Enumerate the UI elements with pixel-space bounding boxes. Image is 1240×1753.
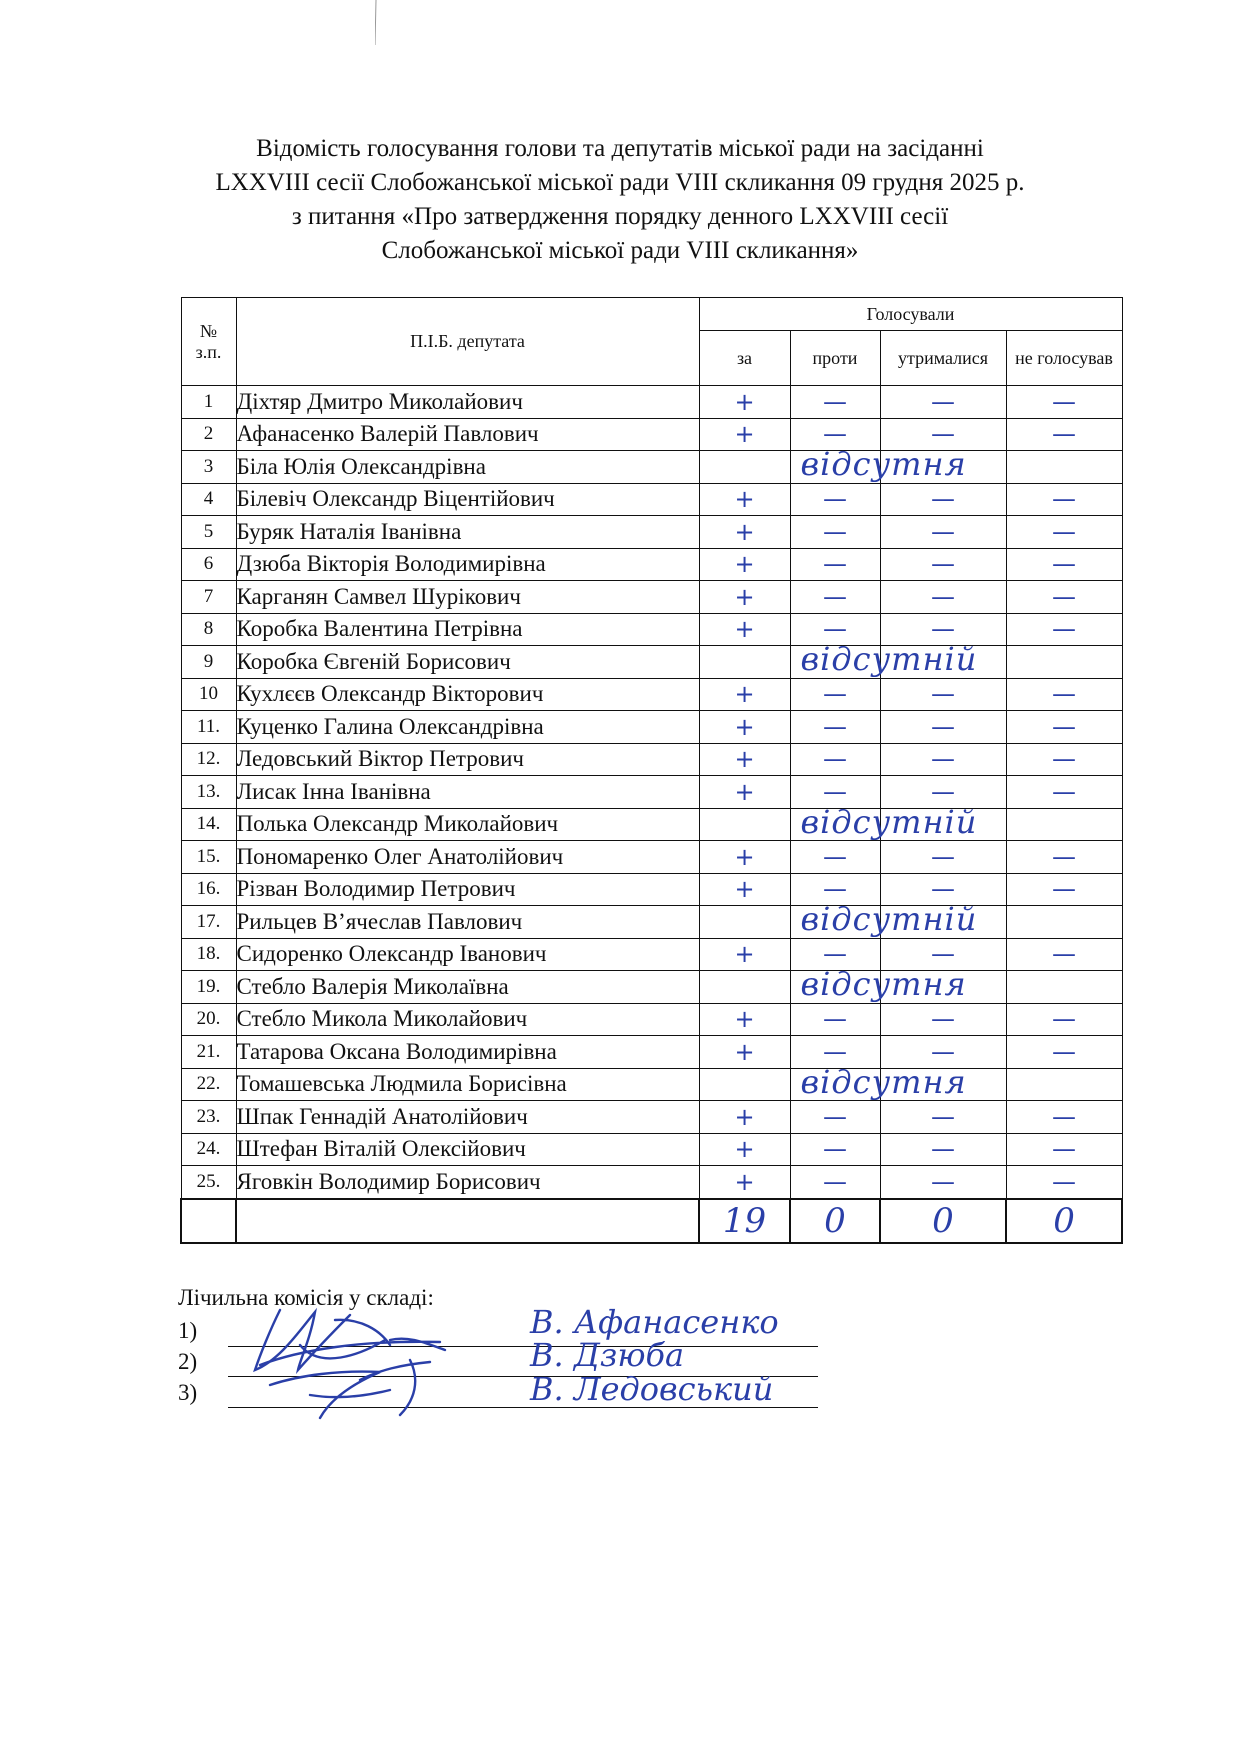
- vote-for-cell: [699, 711, 790, 744]
- dash-mark: —: [1052, 1102, 1077, 1131]
- row-num: 4: [181, 483, 236, 516]
- row-num: 21.: [181, 1036, 236, 1069]
- dash-mark: —: [823, 1037, 847, 1066]
- header-voted: Голосували: [699, 298, 1122, 331]
- dash-mark: —: [931, 1135, 955, 1164]
- row-num: 20.: [181, 1003, 236, 1036]
- deputy-name: Ледовський Віктор Петрович: [236, 743, 699, 776]
- dash-mark: —: [823, 875, 847, 904]
- table-row: [181, 743, 1122, 776]
- vote-for-cell: [699, 873, 790, 906]
- vote-abstain-cell: [880, 1003, 1006, 1036]
- table-row: [181, 711, 1122, 744]
- table-row: [181, 1166, 1122, 1199]
- deputy-name: Афанасенко Валерій Павлович: [236, 418, 699, 451]
- table-row: [181, 451, 1122, 484]
- dash-mark: —: [823, 1135, 847, 1164]
- vote-novote-cell: [1006, 1003, 1122, 1036]
- vote-against-cell: [790, 965, 967, 1004]
- table-row: [181, 613, 1122, 646]
- vote-against-cell: [790, 1062, 967, 1101]
- vote-against-cell: [790, 802, 978, 841]
- vote-for-cell: [699, 938, 790, 971]
- vote-against-cell: [790, 1003, 880, 1036]
- deputy-name: Рильцев В’ячеслав Павлович: [236, 906, 699, 939]
- total-abstain: 0: [932, 1200, 954, 1241]
- totals-num: [181, 1199, 236, 1243]
- vote-novote-cell: [1006, 613, 1122, 646]
- row-num: 3: [181, 451, 236, 484]
- dash-mark: —: [1052, 680, 1077, 709]
- deputy-name: Яговкін Володимир Борисович: [236, 1166, 699, 1199]
- vote-against-cell: [790, 900, 978, 939]
- dash-mark: —: [823, 1102, 847, 1131]
- vote-mark: +: [734, 1135, 755, 1164]
- row-num: 5: [181, 516, 236, 549]
- absent-mark: відсутня: [800, 445, 967, 483]
- dash-mark: —: [931, 550, 955, 579]
- vote-against-cell: [790, 483, 880, 516]
- table-row: [181, 1068, 1122, 1101]
- dash-mark: —: [1052, 842, 1077, 871]
- dash-mark: —: [823, 842, 847, 871]
- table-row: [181, 581, 1122, 614]
- dash-mark: —: [931, 615, 955, 644]
- deputy-name: Коробка Євгеній Борисович: [236, 646, 699, 679]
- vote-for-cell: [699, 581, 790, 614]
- dash-mark: —: [931, 1167, 955, 1196]
- vote-novote-cell: [1006, 646, 1122, 679]
- dash-mark: —: [931, 485, 955, 514]
- vote-abstain-cell: [880, 483, 1006, 516]
- document-title: [0, 132, 1240, 268]
- vote-for-cell: [699, 1133, 790, 1166]
- commission-member-name: В. Дзюба: [530, 1336, 685, 1374]
- vote-against-cell: [790, 841, 880, 874]
- deputy-name: Біла Юлія Олександрівна: [236, 451, 699, 484]
- vote-mark: +: [734, 615, 755, 644]
- title-line: з питання «Про затвердження порядку денного LXXVIII сесії: [291, 203, 949, 230]
- vote-for-cell: [699, 1003, 790, 1036]
- vote-for-cell: [699, 1166, 790, 1199]
- commission-member-name: В. Афанасенко: [530, 1303, 779, 1341]
- title-line: LXXVIII сесії Слобожанської міської ради VIII скликання 09 грудня 2025 р.: [215, 169, 1025, 196]
- dash-mark: —: [823, 615, 847, 644]
- dash-mark: —: [931, 1102, 955, 1131]
- row-num: 1: [181, 386, 236, 419]
- dash-mark: —: [931, 582, 955, 611]
- vote-against-cell: [790, 445, 967, 484]
- vote-for-cell: [699, 1068, 790, 1101]
- table-row: [181, 873, 1122, 906]
- vote-novote-cell: [1006, 971, 1122, 1004]
- header-for: за: [699, 331, 790, 386]
- absent-mark: відсутній: [800, 900, 978, 938]
- vote-against-cell: [790, 1166, 880, 1199]
- table-row: [181, 548, 1122, 581]
- dash-mark: —: [1052, 1167, 1077, 1196]
- totals-name: [236, 1199, 699, 1243]
- dash-mark: —: [823, 387, 847, 416]
- row-num: 19.: [181, 971, 236, 1004]
- dash-mark: —: [823, 680, 847, 709]
- dash-mark: —: [823, 940, 847, 969]
- dash-mark: —: [931, 1005, 955, 1034]
- deputy-name: Шпак Геннадій Анатолійович: [236, 1101, 699, 1134]
- table-row: [181, 678, 1122, 711]
- deputy-name: Штефан Віталій Олексійович: [236, 1133, 699, 1166]
- row-num: 18.: [181, 938, 236, 971]
- table-row: [181, 386, 1122, 419]
- vote-for-cell: [699, 516, 790, 549]
- vote-for-cell: [699, 808, 790, 841]
- vote-novote-cell: [1006, 418, 1122, 451]
- vote-for-cell: [699, 483, 790, 516]
- dash-mark: —: [823, 517, 847, 546]
- deputy-name: Лисак Інна Іванівна: [236, 776, 699, 809]
- deputy-name: Татарова Оксана Володимирівна: [236, 1036, 699, 1069]
- dash-mark: —: [1052, 550, 1077, 579]
- vote-for-cell: [699, 646, 790, 679]
- row-num: 2: [181, 418, 236, 451]
- dash-mark: —: [823, 485, 847, 514]
- dash-mark: —: [823, 745, 847, 774]
- deputy-name: Діхтяр Дмитро Миколайович: [236, 386, 699, 419]
- dash-mark: —: [1052, 485, 1077, 514]
- dash-mark: —: [823, 712, 847, 741]
- dash-mark: —: [1052, 1135, 1077, 1164]
- vote-mark: +: [734, 582, 755, 611]
- dash-mark: —: [931, 420, 955, 449]
- totals-row: [181, 1199, 1122, 1243]
- dash-mark: —: [1052, 745, 1077, 774]
- row-num: 10: [181, 678, 236, 711]
- absent-mark: відсутній: [800, 640, 978, 678]
- vote-novote-cell: [1006, 1036, 1122, 1069]
- dash-mark: —: [931, 680, 955, 709]
- vote-novote-cell: [1006, 1133, 1122, 1166]
- deputy-name: Білевіч Олександр Віцентійович: [236, 483, 699, 516]
- vote-abstain-cell: [880, 841, 1006, 874]
- total-novote: 0: [1053, 1200, 1075, 1241]
- table-row: [181, 906, 1122, 939]
- vote-novote-cell: [1006, 483, 1122, 516]
- vote-novote-cell: [1006, 1068, 1122, 1101]
- deputy-name: Пономаренко Олег Анатолійович: [236, 841, 699, 874]
- vote-abstain-cell: [880, 711, 1006, 744]
- dash-mark: —: [931, 777, 955, 806]
- vote-mark: +: [734, 1167, 755, 1196]
- vote-for-cell: [699, 613, 790, 646]
- vote-abstain-cell: [880, 516, 1006, 549]
- row-num: 6: [181, 548, 236, 581]
- total-against: 0: [824, 1200, 846, 1241]
- absent-mark: відсутня: [800, 965, 967, 1003]
- dash-mark: —: [931, 1037, 955, 1066]
- dash-mark: —: [931, 842, 955, 871]
- vote-against-cell: [790, 678, 880, 711]
- vote-for-cell: [699, 743, 790, 776]
- vote-abstain-cell: [880, 1133, 1006, 1166]
- vote-abstain-cell: [880, 678, 1006, 711]
- row-num: 24.: [181, 1133, 236, 1166]
- table-row: [181, 1036, 1122, 1069]
- dash-mark: —: [1052, 615, 1077, 644]
- row-num: 12.: [181, 743, 236, 776]
- vote-mark: +: [734, 517, 755, 546]
- row-num: 15.: [181, 841, 236, 874]
- dash-mark: —: [823, 777, 847, 806]
- deputy-name: Коробка Валентина Петрівна: [236, 613, 699, 646]
- vote-novote-cell: [1006, 711, 1122, 744]
- deputy-name: Стебло Валерія Миколаївна: [236, 971, 699, 1004]
- vote-novote-cell: [1006, 451, 1122, 484]
- commission-num: 2): [178, 1349, 198, 1374]
- vote-abstain-cell: [880, 1101, 1006, 1134]
- vote-abstain-cell: [880, 743, 1006, 776]
- vote-mark: +: [734, 745, 755, 774]
- vote-for-cell: [699, 776, 790, 809]
- table-row: [181, 808, 1122, 841]
- row-num: 9: [181, 646, 236, 679]
- vote-novote-cell: [1006, 873, 1122, 906]
- dash-mark: —: [931, 517, 955, 546]
- vote-for-cell: [699, 386, 790, 419]
- deputy-name: Буряк Наталія Іванівна: [236, 516, 699, 549]
- row-num: 23.: [181, 1101, 236, 1134]
- absent-mark: відсутня: [800, 1062, 967, 1101]
- deputy-name: Дзюба Вікторія Володимирівна: [236, 548, 699, 581]
- vote-novote-cell: [1006, 678, 1122, 711]
- dash-mark: —: [1052, 1037, 1077, 1066]
- table-row: [181, 418, 1122, 451]
- deputy-name: Томашевська Людмила Борисівна: [236, 1068, 699, 1101]
- vote-against-cell: [790, 640, 978, 679]
- dash-mark: —: [1052, 1005, 1077, 1034]
- table-row: [181, 1003, 1122, 1036]
- dash-mark: —: [1052, 875, 1077, 904]
- vote-mark: +: [734, 550, 755, 579]
- deputy-name: Куценко Галина Олександрівна: [236, 711, 699, 744]
- commission-num: 1): [178, 1318, 198, 1343]
- absent-mark: відсутній: [800, 802, 978, 841]
- header-against: проти: [790, 331, 880, 386]
- vote-against-cell: [790, 386, 880, 419]
- dash-mark: —: [823, 420, 847, 449]
- dash-mark: —: [931, 712, 955, 741]
- vote-mark: +: [734, 842, 755, 871]
- vote-mark: +: [734, 680, 755, 709]
- row-num: 17.: [181, 906, 236, 939]
- dash-mark: —: [1052, 582, 1077, 611]
- commission-label: Лічильна комісія у складі:: [178, 1285, 434, 1310]
- dash-mark: —: [823, 582, 847, 611]
- vote-novote-cell: [1006, 1166, 1122, 1199]
- vote-for-cell: [699, 451, 790, 484]
- vote-against-cell: [790, 581, 880, 614]
- deputy-name: Полька Олександр Миколайович: [236, 808, 699, 841]
- vote-abstain-cell: [880, 548, 1006, 581]
- vote-novote-cell: [1006, 938, 1122, 971]
- title-line: Відомість голосування голови та депутатів міської ради на засіданні: [256, 135, 984, 162]
- commission-member-name: В. Ледовський: [530, 1370, 774, 1408]
- vote-for-cell: [699, 1101, 790, 1134]
- vote-novote-cell: [1006, 581, 1122, 614]
- vote-mark: +: [734, 387, 755, 416]
- vote-against-cell: [790, 1101, 880, 1134]
- row-num: 16.: [181, 873, 236, 906]
- dash-mark: —: [823, 1005, 847, 1034]
- dash-mark: —: [1052, 940, 1077, 969]
- dash-mark: —: [1052, 777, 1077, 806]
- row-num: 22.: [181, 1068, 236, 1101]
- handwritten-signatures: [240, 1300, 500, 1430]
- dash-mark: —: [823, 550, 847, 579]
- dash-mark: —: [931, 940, 955, 969]
- vote-for-cell: [699, 841, 790, 874]
- dash-mark: —: [1052, 420, 1077, 449]
- vote-novote-cell: [1006, 516, 1122, 549]
- deputy-name: Сидоренко Олександр Іванович: [236, 938, 699, 971]
- vote-novote-cell: [1006, 548, 1122, 581]
- dash-mark: —: [931, 387, 955, 416]
- vote-novote-cell: [1006, 841, 1122, 874]
- table-row: [181, 938, 1122, 971]
- dash-mark: —: [931, 875, 955, 904]
- vote-against-cell: [790, 516, 880, 549]
- vote-mark: +: [734, 1102, 755, 1131]
- table-row: [181, 646, 1122, 679]
- vote-novote-cell: [1006, 906, 1122, 939]
- vote-for-cell: [699, 678, 790, 711]
- dash-mark: —: [823, 1167, 847, 1196]
- dash-mark: —: [1052, 517, 1077, 546]
- title-line: Слобожанської міської ради VIII скликання»: [381, 237, 859, 264]
- vote-against-cell: [790, 711, 880, 744]
- vote-novote-cell: [1006, 1101, 1122, 1134]
- commission-num: 3): [178, 1380, 198, 1405]
- dash-mark: —: [1052, 387, 1077, 416]
- deputy-name: Кухлєєв Олександр Вікторович: [236, 678, 699, 711]
- deputy-name: Карганян Самвел Шурікович: [236, 581, 699, 614]
- vote-for-cell: [699, 548, 790, 581]
- vote-against-cell: [790, 548, 880, 581]
- header-abstain: утрималися: [880, 331, 1006, 386]
- vote-mark: +: [734, 712, 755, 741]
- vote-mark: +: [734, 485, 755, 514]
- row-num: 11.: [181, 711, 236, 744]
- vote-for-cell: [699, 906, 790, 939]
- vote-mark: +: [734, 940, 755, 969]
- vote-mark: +: [734, 1037, 755, 1066]
- vote-mark: +: [734, 777, 755, 806]
- table-row: [181, 516, 1122, 549]
- row-num: 25.: [181, 1166, 236, 1199]
- vote-abstain-cell: [880, 386, 1006, 419]
- vote-against-cell: [790, 1133, 880, 1166]
- deputy-name: Стебло Микола Миколайович: [236, 1003, 699, 1036]
- vote-mark: +: [734, 1005, 755, 1034]
- vote-abstain-cell: [880, 581, 1006, 614]
- scan-mark: [375, 0, 377, 45]
- vote-mark: +: [734, 875, 755, 904]
- voting-table: [180, 297, 1123, 1244]
- table-row: [181, 841, 1122, 874]
- table-row: [181, 1101, 1122, 1134]
- row-num: 14.: [181, 808, 236, 841]
- vote-for-cell: [699, 418, 790, 451]
- vote-novote-cell: [1006, 743, 1122, 776]
- vote-for-cell: [699, 971, 790, 1004]
- vote-mark: +: [734, 420, 755, 449]
- dash-mark: —: [931, 745, 955, 774]
- row-num: 8: [181, 613, 236, 646]
- header-novote: не голосував: [1006, 331, 1122, 386]
- vote-for-cell: [699, 1036, 790, 1069]
- table-row: [181, 1133, 1122, 1166]
- table-row: [181, 776, 1122, 809]
- table-row: [181, 483, 1122, 516]
- row-num: 13.: [181, 776, 236, 809]
- vote-novote-cell: [1006, 776, 1122, 809]
- row-num: 7: [181, 581, 236, 614]
- table-row: [181, 971, 1122, 1004]
- total-for: 19: [722, 1200, 767, 1241]
- vote-novote-cell: [1006, 386, 1122, 419]
- header-name: П.І.Б. депутата: [236, 298, 699, 386]
- vote-against-cell: [790, 743, 880, 776]
- vote-novote-cell: [1006, 808, 1122, 841]
- vote-abstain-cell: [880, 1166, 1006, 1199]
- header-num: № з.п.: [181, 298, 236, 386]
- deputy-name: Різван Володимир Петрович: [236, 873, 699, 906]
- dash-mark: —: [1052, 712, 1077, 741]
